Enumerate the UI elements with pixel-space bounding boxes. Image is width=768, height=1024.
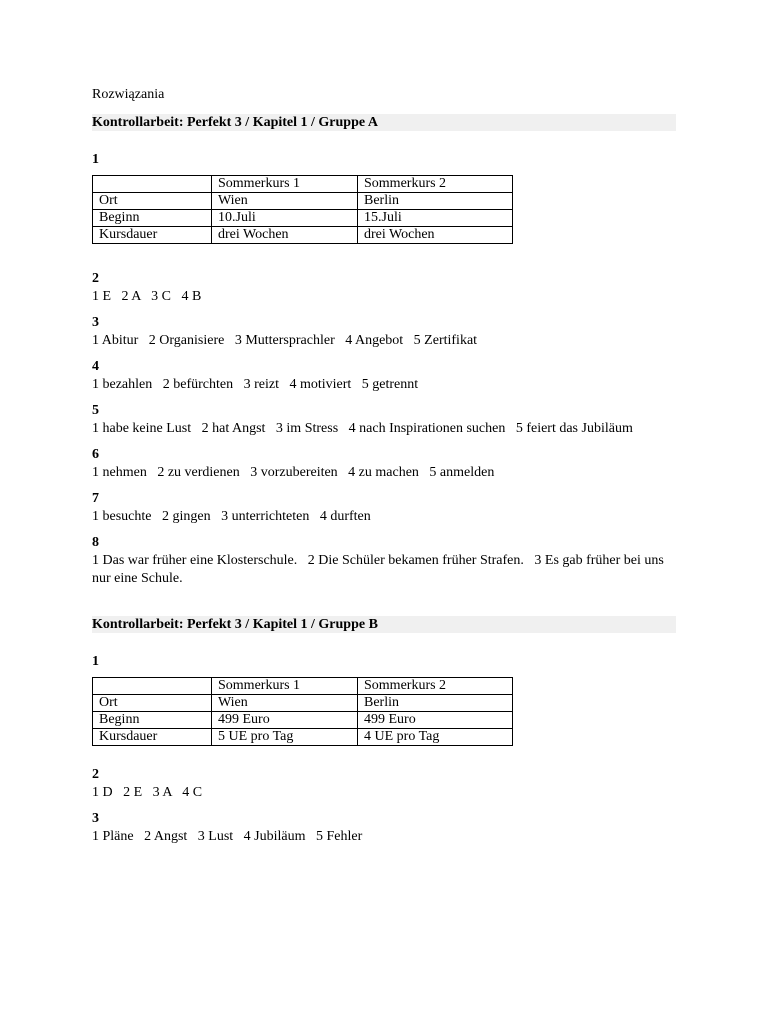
- table-cell: Sommerkurs 2: [358, 678, 513, 695]
- question-answer: 1 nehmen 2 zu verdienen 3 vorzubereiten 4 zu machen 5 anmelden: [92, 465, 495, 480]
- table-header-row: [93, 678, 513, 695]
- table-cell: 4 UE pro Tag: [358, 729, 513, 746]
- question-block: [92, 402, 676, 438]
- question-answer: 1 besuchte 2 gingen 3 unterrichteten 4 durften: [92, 509, 371, 524]
- question-answer: 1 D 2 E 3 A 4 C: [92, 785, 203, 800]
- question-number: 8: [92, 535, 99, 550]
- table-cell: Beginn: [93, 210, 212, 227]
- table-cell: 499 Euro: [358, 712, 513, 729]
- table-row: [93, 695, 513, 712]
- table-row: [93, 227, 513, 244]
- question-answer: 1 Pläne 2 Angst 3 Lust 4 Jubiläum 5 Fehler: [92, 829, 363, 844]
- table-cell: Berlin: [358, 193, 513, 210]
- question-number: 5: [92, 403, 99, 418]
- question-number: 2: [92, 767, 99, 782]
- question-answer: 1 E 2 A 3 C 4 B: [92, 289, 202, 304]
- table-cell: Ort: [93, 193, 212, 210]
- table-cell: 5 UE pro Tag: [212, 729, 358, 746]
- table-row: [93, 729, 513, 746]
- table-cell: Wien: [212, 193, 358, 210]
- question-block: [92, 490, 676, 526]
- question-answer: 1 Abitur 2 Organisiere 3 Muttersprachler 4 Angebot 5 Zertifikat: [92, 333, 478, 348]
- question-number: 1: [92, 654, 99, 669]
- question-number: 6: [92, 447, 99, 462]
- table-cell: Wien: [212, 695, 358, 712]
- table-cell: 15.Juli: [358, 210, 513, 227]
- question-block: [92, 314, 676, 350]
- table-cell: Sommerkurs 1: [212, 678, 358, 695]
- question-block: [92, 446, 676, 482]
- question-block: [92, 766, 676, 802]
- table-row: [93, 193, 513, 210]
- table-cell: Kursdauer: [93, 227, 212, 244]
- table-cell: 499 Euro: [212, 712, 358, 729]
- question-block: [92, 270, 676, 306]
- table-cell: Kursdauer: [93, 729, 212, 746]
- answer-table-group-a: [92, 175, 513, 244]
- question-number: 7: [92, 491, 99, 506]
- question-block: [92, 810, 676, 846]
- table-cell: Sommerkurs 1: [212, 176, 358, 193]
- document-page: [92, 86, 676, 846]
- section-title-group-b: Kontrollarbeit: Perfekt 3 / Kapitel 1 / Gruppe B: [92, 616, 676, 633]
- question-number: 1: [92, 152, 99, 167]
- table-row: [93, 210, 513, 227]
- question-number: 2: [92, 271, 99, 286]
- question-answer: 1 Das war früher eine Klosterschule. 2 Die Schüler bekamen früher Strafen. 3 Es gab früher bei uns nur eine Schule.: [92, 553, 668, 586]
- table-cell: [93, 678, 212, 695]
- question-block: [92, 534, 676, 588]
- table-cell: drei Wochen: [212, 227, 358, 244]
- table-header-row: [93, 176, 513, 193]
- table-cell: drei Wochen: [358, 227, 513, 244]
- table-cell: Berlin: [358, 695, 513, 712]
- table-cell: [93, 176, 212, 193]
- answer-table-group-b: [92, 677, 513, 746]
- table-cell: Sommerkurs 2: [358, 176, 513, 193]
- question-number: 3: [92, 811, 99, 826]
- question-block: [92, 358, 676, 394]
- table-cell: Beginn: [93, 712, 212, 729]
- question-number: 4: [92, 359, 99, 374]
- section-title-group-a: Kontrollarbeit: Perfekt 3 / Kapitel 1 / Gruppe A: [92, 114, 676, 131]
- question-answer: 1 habe keine Lust 2 hat Angst 3 im Stress 4 nach Inspirationen suchen 5 feiert das Jubiläum: [92, 421, 633, 436]
- table-row: [93, 712, 513, 729]
- table-cell: 10.Juli: [212, 210, 358, 227]
- question-number: 3: [92, 315, 99, 330]
- question-answer: 1 bezahlen 2 befürchten 3 reizt 4 motiviert 5 getrennt: [92, 377, 419, 392]
- header-label: Rozwiązania: [92, 87, 165, 102]
- table-cell: Ort: [93, 695, 212, 712]
